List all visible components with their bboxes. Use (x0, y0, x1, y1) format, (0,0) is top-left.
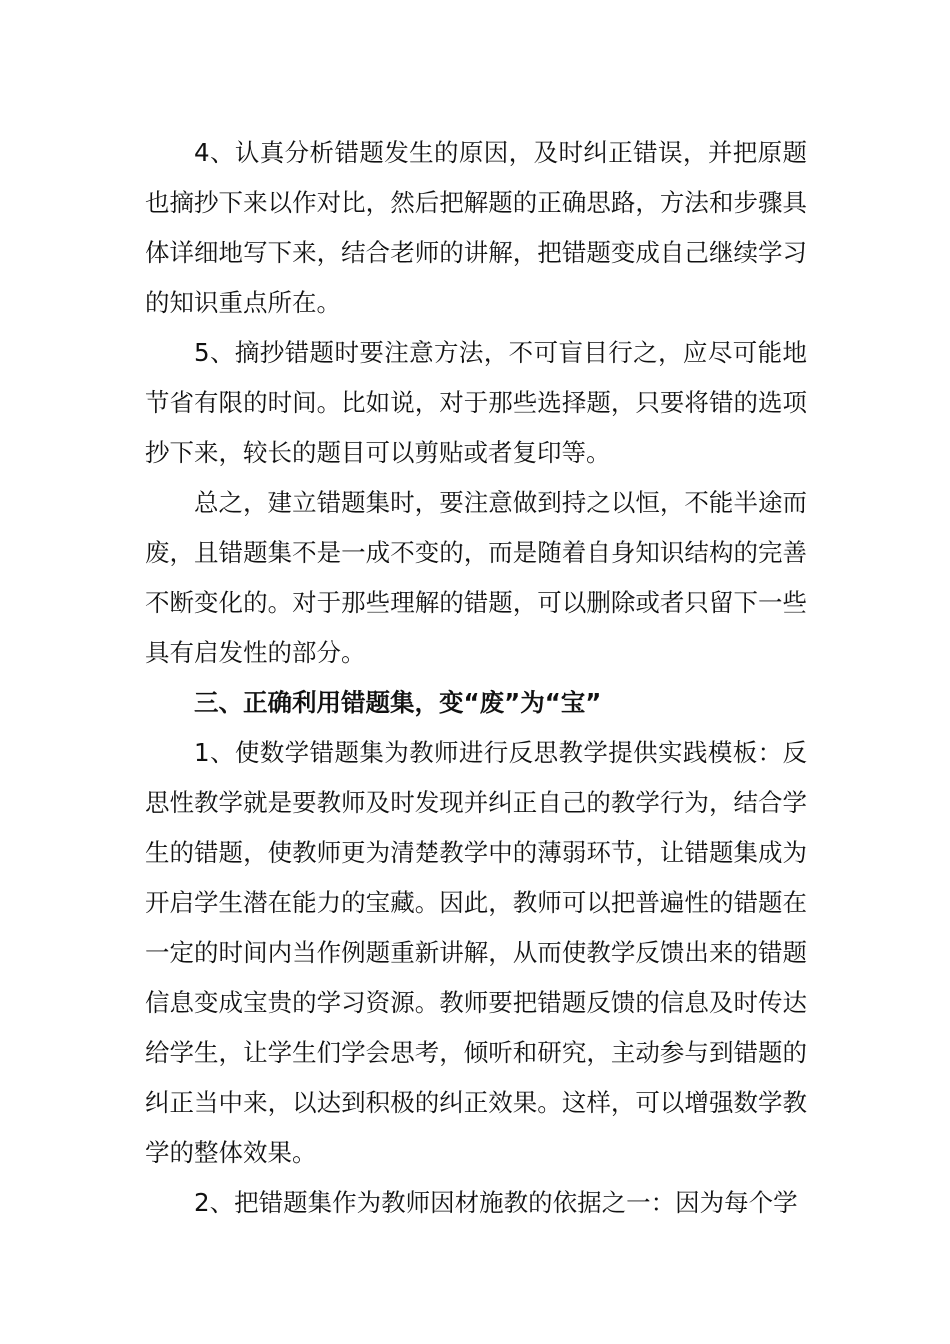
paragraph-item-5: 5、摘抄错题时要注意方法，不可盲目行之，应尽可能地节省有限的时间。比如说，对于那些选择题，只要将错的选项抄下来，较长的题目可以剪贴或者复印等。 (145, 338, 807, 467)
document-body (145, 128, 807, 1228)
paragraph-summary: 总之，建立错题集时，要注意做到持之以恒，不能半途而废，且错题集不是一成不变的，而是随着自身知识结构的完善不断变化的。对于那些理解的错题，可以删除或者只留下一些具有启发性的部分。 (145, 488, 807, 667)
paragraph-section-1: 1、使数学错题集为教师进行反思教学提供实践模板：反思性教学就是要教师及时发现并纠正自己的教学行为，结合学生的错题，使教师更为清楚教学中的薄弱环节，让错题集成为开启学生潜在能力的宝藏。因此，教师可以把普遍性的错题在一定的时间内当作例题重新讲解，从而使教学反馈出来的错题信息变成宝贵的学习资源。教师要把错题反馈的信息及时传达给学生，让学生们学会思考，倾听和研究，主动参与到错题的纠正当中来，以达到积极的纠正效果。这样，可以增强数学教学的整体效果。 (145, 738, 807, 1167)
section-heading: 三、正确利用错题集，变“废”为“宝” (194, 688, 602, 717)
paragraph-item-4: 4、认真分析错题发生的原因，及时纠正错误，并把原题也摘抄下来以作对比，然后把解题的正确思路，方法和步骤具体详细地写下来，结合老师的讲解，把错题变成自己继续学习的知识重点所在。 (145, 138, 807, 317)
paragraph-section-2: 2、把错题集作为教师因材施教的依据之一：因为每个学 (194, 1188, 798, 1217)
